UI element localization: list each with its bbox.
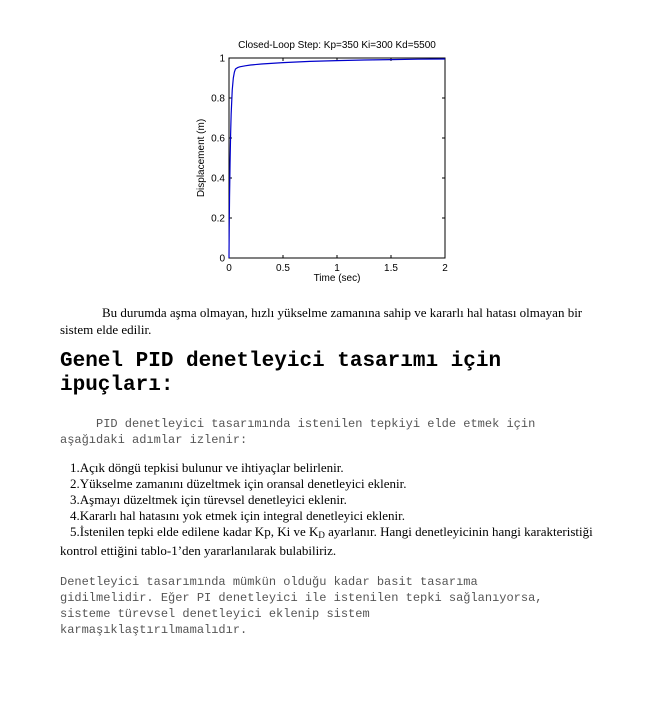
y-tick-label: 0.6: [211, 133, 225, 145]
x-tick-label: 0.5: [276, 263, 290, 274]
result-paragraph: [60, 304, 600, 338]
chart-title: Closed-Loop Step: Kp=350 Ki=300 Kd=5500: [238, 40, 436, 51]
list-item: [60, 524, 620, 559]
list-item: 2.Yükselme zamanını düzeltmek için oransal denetleyici eklenir.: [70, 476, 407, 491]
list-item: 1.Açık döngü tepkisi bulunur ve ihtiyaçlar belirlenir.: [70, 460, 344, 475]
intro-paragraph: PID denetleyici tasarımında istenilen tepkiyi elde etmek için aşağıdaki adımlar izlenir:: [60, 417, 536, 447]
step5-subscript: D: [318, 530, 325, 540]
y-axis-label: Displacement (m): [196, 118, 207, 198]
y-tick-label: 0: [219, 253, 225, 265]
list-item: 4.Kararlı hal hatasını yok etmek için integral denetleyici eklenir.: [70, 508, 405, 523]
step5-text-rest: ayarlanır. Hangi denetleyicinin hangi karakteristiği kontrol ettiğini tablo-1’den yararlanılarak bulabiliriz.: [60, 524, 593, 558]
plot-area: [229, 58, 445, 258]
section-heading: Genel PID denetleyici tasarımı için ipuçları:: [60, 350, 502, 397]
step-response-chart: [190, 34, 460, 286]
y-tick-label: 1: [219, 53, 225, 65]
y-tick-label: 0.8: [211, 93, 225, 105]
x-tick-label: 1.5: [384, 263, 398, 274]
advice-paragraph: Denetleyici tasarımında mümkün olduğu kadar basit tasarıma gidilmelidir. Eğer PI denetleyici ile istenilen tepki sağlanıyorsa, sisteme türevsel denetleyici eklenip sistem karmaşıklaştırılmamalıdır.: [60, 575, 543, 637]
x-tick-label: 0: [226, 263, 232, 274]
list-item: 3.Aşmayı düzeltmek için türevsel denetleyici eklenir.: [70, 492, 347, 507]
result-paragraph-text: Bu durumda aşma olmayan, hızlı yükselme zamanına sahip ve kararlı hal hatası olmayan bir sistem elde edilir.: [60, 305, 583, 337]
step5-text: 5.İstenilen tepki elde edilene kadar Kp, Ki ve K: [70, 524, 319, 539]
y-tick-label: 0.4: [211, 173, 225, 185]
y-tick-label: 0.2: [211, 213, 225, 225]
x-tick-label: 1: [334, 263, 340, 274]
design-steps-list: [60, 460, 620, 559]
x-tick-label: 2: [442, 263, 448, 274]
x-axis-label: Time (sec): [313, 273, 361, 284]
